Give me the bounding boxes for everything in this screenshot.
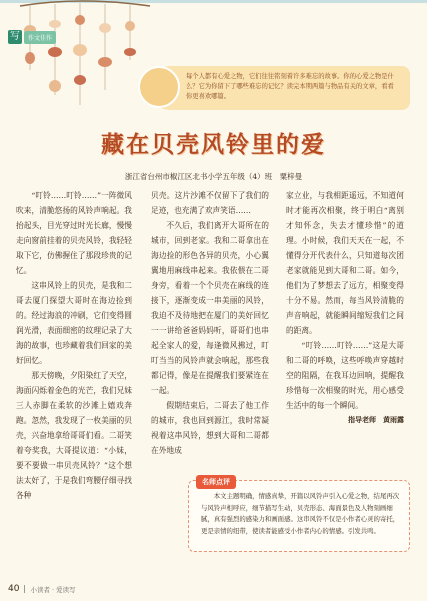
magazine-name: 小读者 · 爱读写 <box>30 585 76 594</box>
badge-write-char: 写 <box>10 31 20 42</box>
text-column-1 <box>16 188 132 503</box>
column-badge <box>8 30 56 44</box>
footer-divider <box>24 585 25 593</box>
intro-bubble: 每个人都有心爱之物，它们往往铭刻着许多难忘的故事。你的心爱之物是什么？它为你留下了哪些难忘的记忆？读完本期两篇与物品有关的文章，看看你更喜欢哪篇。 <box>148 66 410 110</box>
paragraph: 家立业，与我相距遥远，不知道何时才能再次相聚，终于明白“离别才知怀念，失去才懂珍惜”的道理。小时候，我们天天在一起，不懂得分开代表什么，只知道每次团老家就能见到大哥和二哥。如今，他们为了梦想去了远方，相聚变得十分不易。然而，每当风铃清脆的声音响起，就能瞬间缩短我们之间的距离。 <box>286 191 404 335</box>
teacher-comment-box: 本文主题明确，情感真挚，开篇以风铃声引入心爱之物，结尾再次与风铃声相呼应，细节描写生动，贝壳形态、海面景色及人物刻画细腻，真有强烈的感染力和画面感。这串风铃不仅是小作者心灵的寄托，更是亲情的纽带，使读者能感受小作者内心的情感。引发共鸣。 <box>188 480 410 552</box>
article-byline: 浙江省台州市椒江区北书小学五年级（4）班 粟梓曼 <box>124 172 303 181</box>
page-footer <box>8 584 76 594</box>
teacher-signature: 指导老师 黄雨露 <box>348 416 404 424</box>
text-column-2 <box>151 188 269 458</box>
page-number: 40 <box>8 584 20 594</box>
paragraph: “叮铃……叮铃……”这是大哥和二哥的呼唤，这些呼唤声穿越时空的阻隔，在我耳边回响，提醒我珍惜每一次相聚的时光，用心感受生活中的每一个瞬间。 <box>286 341 404 410</box>
paragraph: 这串风铃上的贝壳，是我和二哥去厦门探望大哥时在海边捡到的。经过海浪的冲刷，它们变得圆润光滑，表面细密的纹理记录了大海的故事，也珍藏着我们回家的美好回忆。 <box>16 281 132 365</box>
paragraph: 贝壳。这片沙滩不仅留下了我们的足迹，也充满了欢声笑语…… <box>151 191 269 215</box>
paragraph: “叮铃……叮铃……”一阵微风吹来，清脆悠扬的风铃声响起。我抬起头，目光穿过时光长廊，慢慢走向窗前挂着的贝壳风铃，我轻轻取下它，仿佛握住了那段珍贵的记忆。 <box>16 191 132 275</box>
paragraph: 不久后，我们离开大哥所在的城市，回到老家。我和二哥拿出在海边捡的形色各异的贝壳，小心翼翼地用麻线串起来。我依偎在二哥身旁，看着一个个贝壳在麻线的连接下，逐渐变成一串美丽的风铃，我迫不及待地把在厦门的美好回忆一一讲给爸爸妈妈听，哥哥们也串起全家人的爱，每逢微风拂过，叮叮当当的风铃声就会响起，那些我都记得，像是在提醒我们要紧连在一起。 <box>151 221 269 395</box>
paragraph: 假期结束后，二哥去了他工作的城市，我也回到源江，我时常凝视着这串风铃，想到大哥和二哥都在外地成 <box>151 401 269 455</box>
article-title: 藏在贝壳风铃里的爱 <box>101 131 326 158</box>
text-column-3 <box>286 188 404 428</box>
teacher-comment-label: 名师点评 <box>196 475 236 489</box>
student-avatar-icon <box>138 66 180 108</box>
shell-wind-chime-illustration <box>0 0 160 110</box>
paragraph: 那天傍晚，夕阳染红了天空，海面闪烁着金色的光芒，我们兄妹三人赤脚在柔软的沙滩上嬉戏奔跑。忽然，我发现了一枚美丽的贝壳，兴奋地拿给哥哥们看。二哥笑着夸奖我，大哥提议道：“小妹，要不要做一串贝壳风铃？”这个想法太好了，于是我们弯腰仔细寻找各种 <box>16 371 132 500</box>
badge-label: 作文佳作 <box>24 31 56 44</box>
